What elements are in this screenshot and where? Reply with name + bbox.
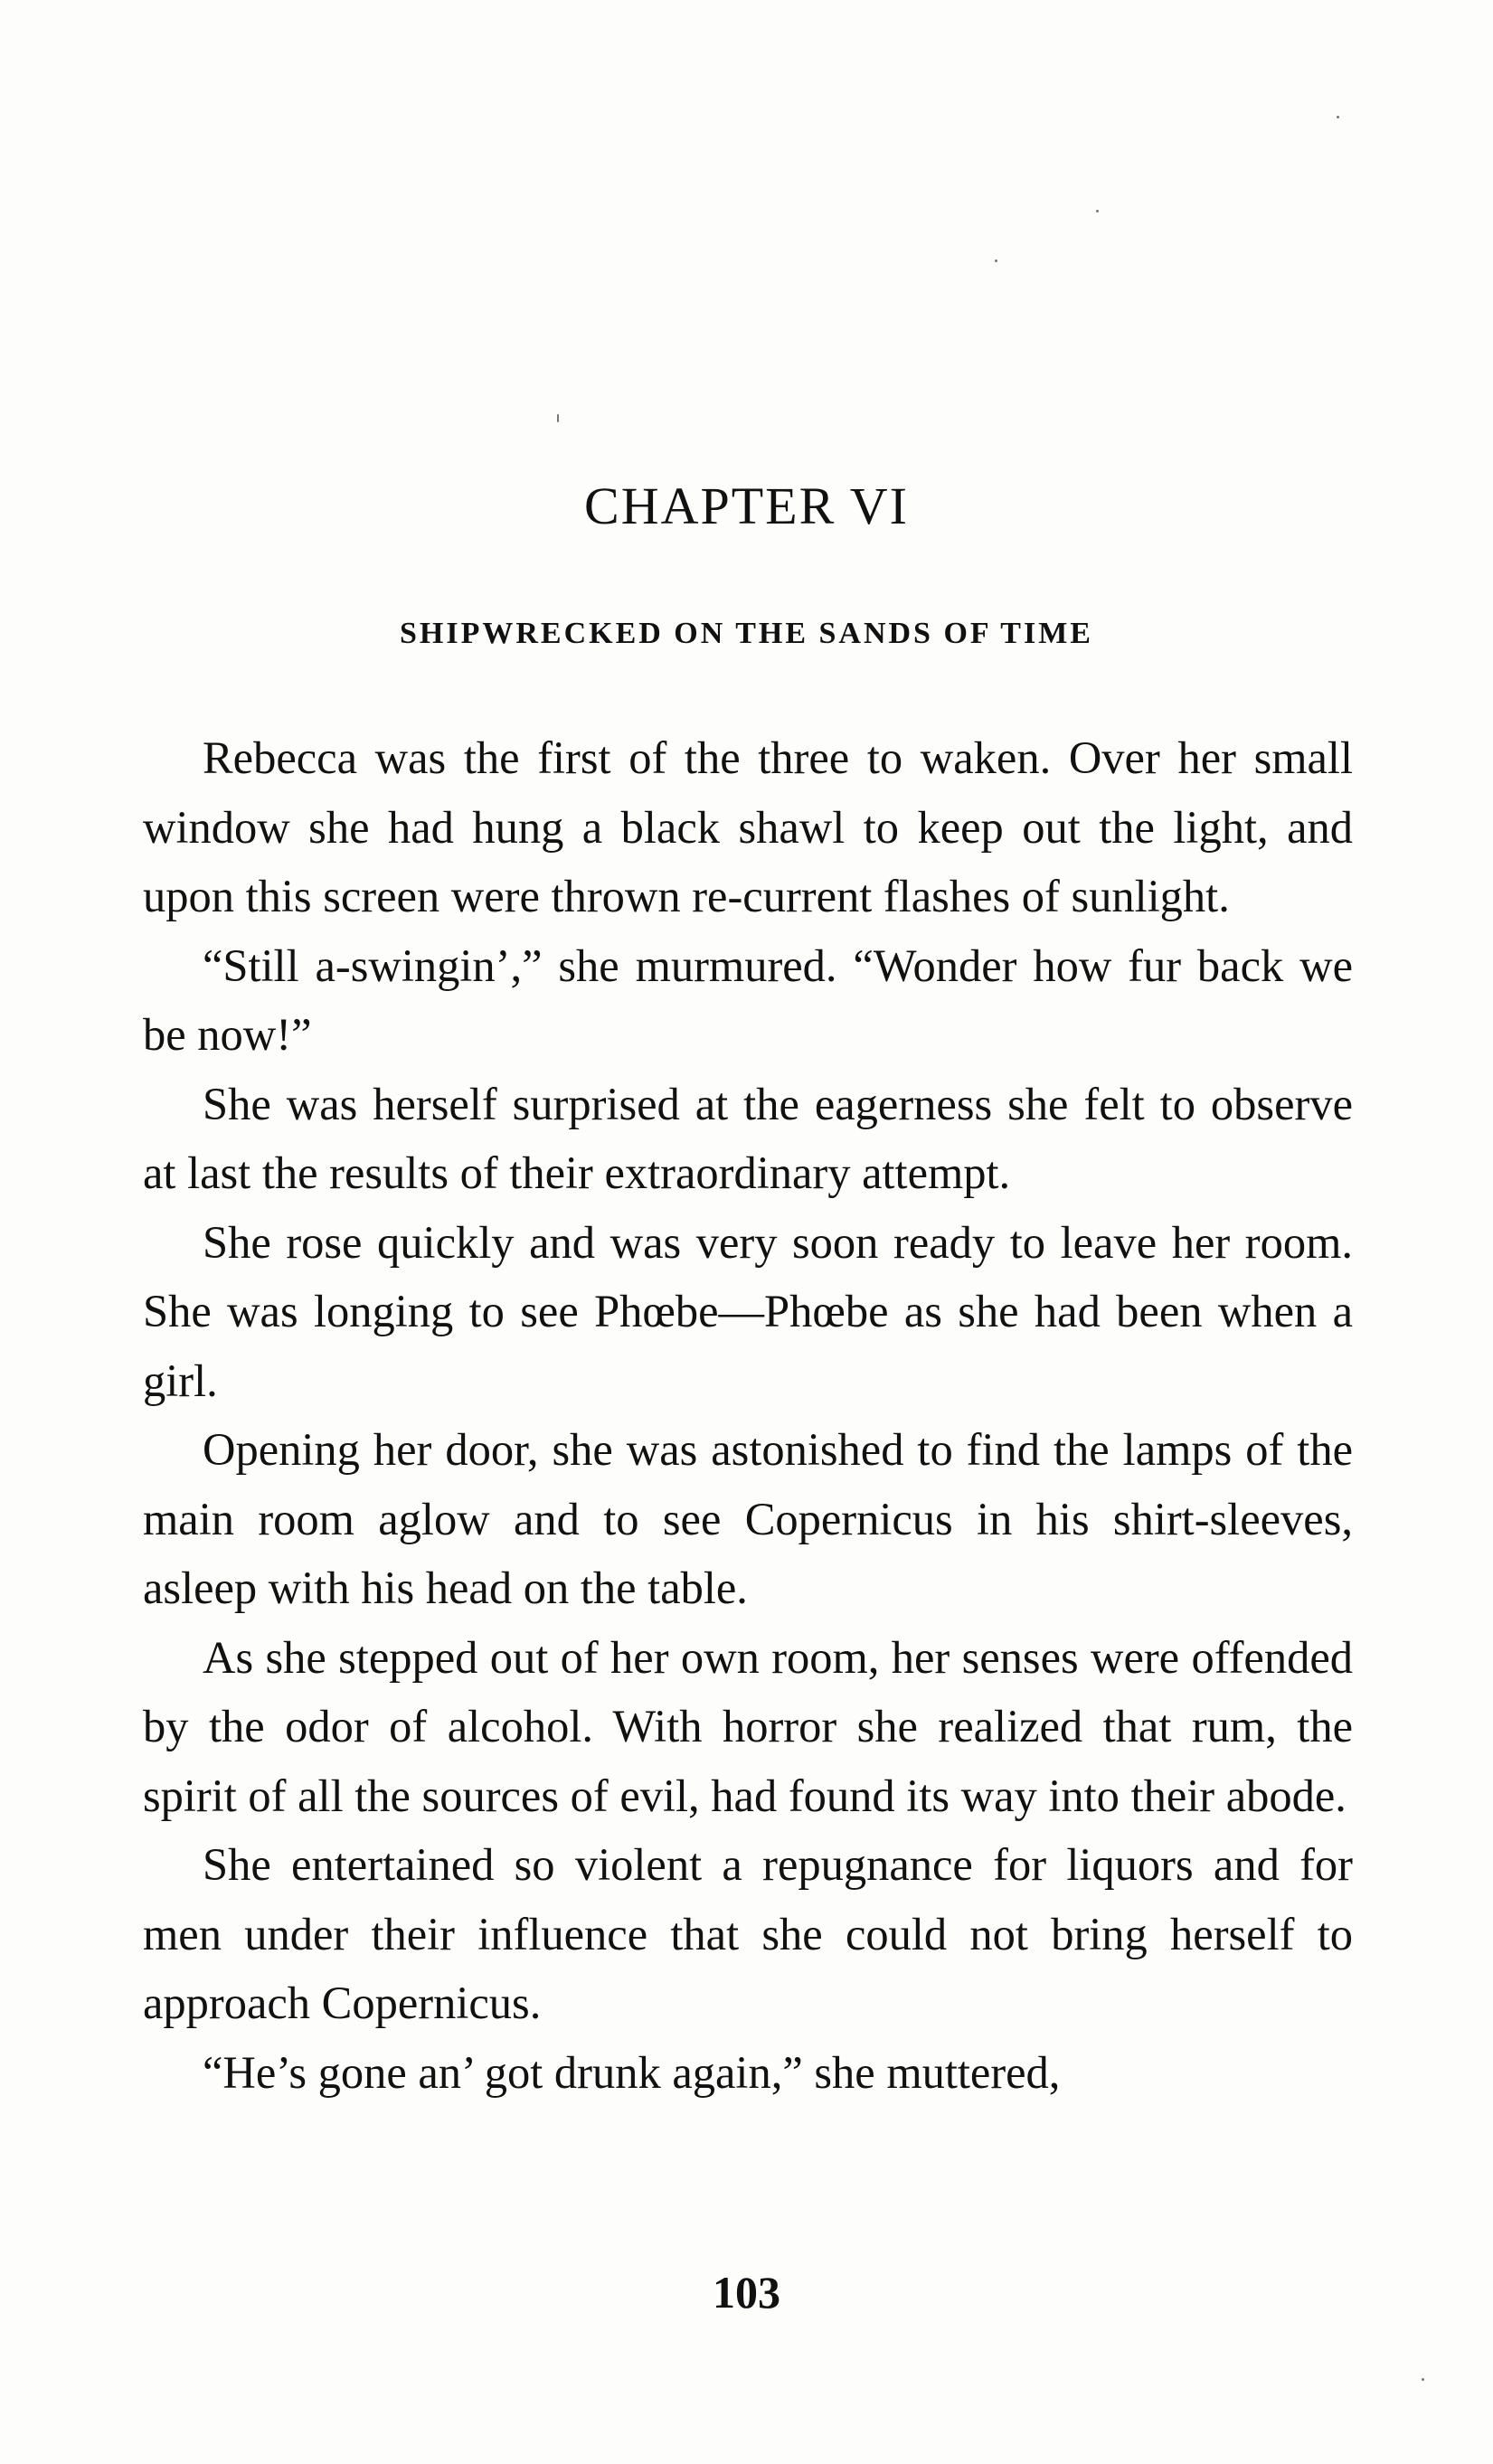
paragraph: “He’s gone an’ got drunk again,” she muttered, — [203, 2046, 1061, 2098]
chapter-subtitle: SHIPWRECKED ON THE SANDS OF TIME — [399, 617, 1093, 650]
paragraph: Rebecca was the first of the three to waken. Over her small window she had hung a black shawl to keep out the light, and upon this screen were thrown re-current flashes of sunlight. — [143, 732, 1353, 921]
page-number: 103 — [713, 2267, 780, 2318]
scan-speck — [1096, 210, 1099, 212]
paragraph: She was herself surprised at the eagerness she felt to observe at last the results of their extraordinary attempt. — [143, 1078, 1353, 1198]
chapter-title: CHAPTER VI — [584, 477, 909, 535]
body-text — [143, 723, 1353, 2107]
paragraph: As she stepped out of her own room, her senses were offended by the odor of alcohol. With horror she realized that rum, the spirit of all the sources of evil, had found its way into their abode. — [143, 1631, 1353, 1821]
paragraph: She rose quickly and was very soon ready to leave her room. She was longing to see Phœbe—Phœbe as she had been when a girl. — [143, 1216, 1353, 1406]
scan-speck — [557, 414, 559, 422]
scan-speck — [1422, 2378, 1424, 2381]
scan-speck — [1337, 116, 1339, 118]
paragraph: She entertained so violent a repugnance for liquors and for men under their influence that she could not bring herself to approach Copernicus. — [143, 1839, 1353, 2028]
scan-speck — [995, 260, 997, 262]
paragraph: “Still a-swingin’,” she murmured. “Wonder how fur back we be now!” — [143, 939, 1353, 1060]
paragraph: Opening her door, she was astonished to find the lamps of the main room aglow and to see Copernicus in his shirt-sleeves, asleep with his head on the table. — [143, 1424, 1353, 1613]
